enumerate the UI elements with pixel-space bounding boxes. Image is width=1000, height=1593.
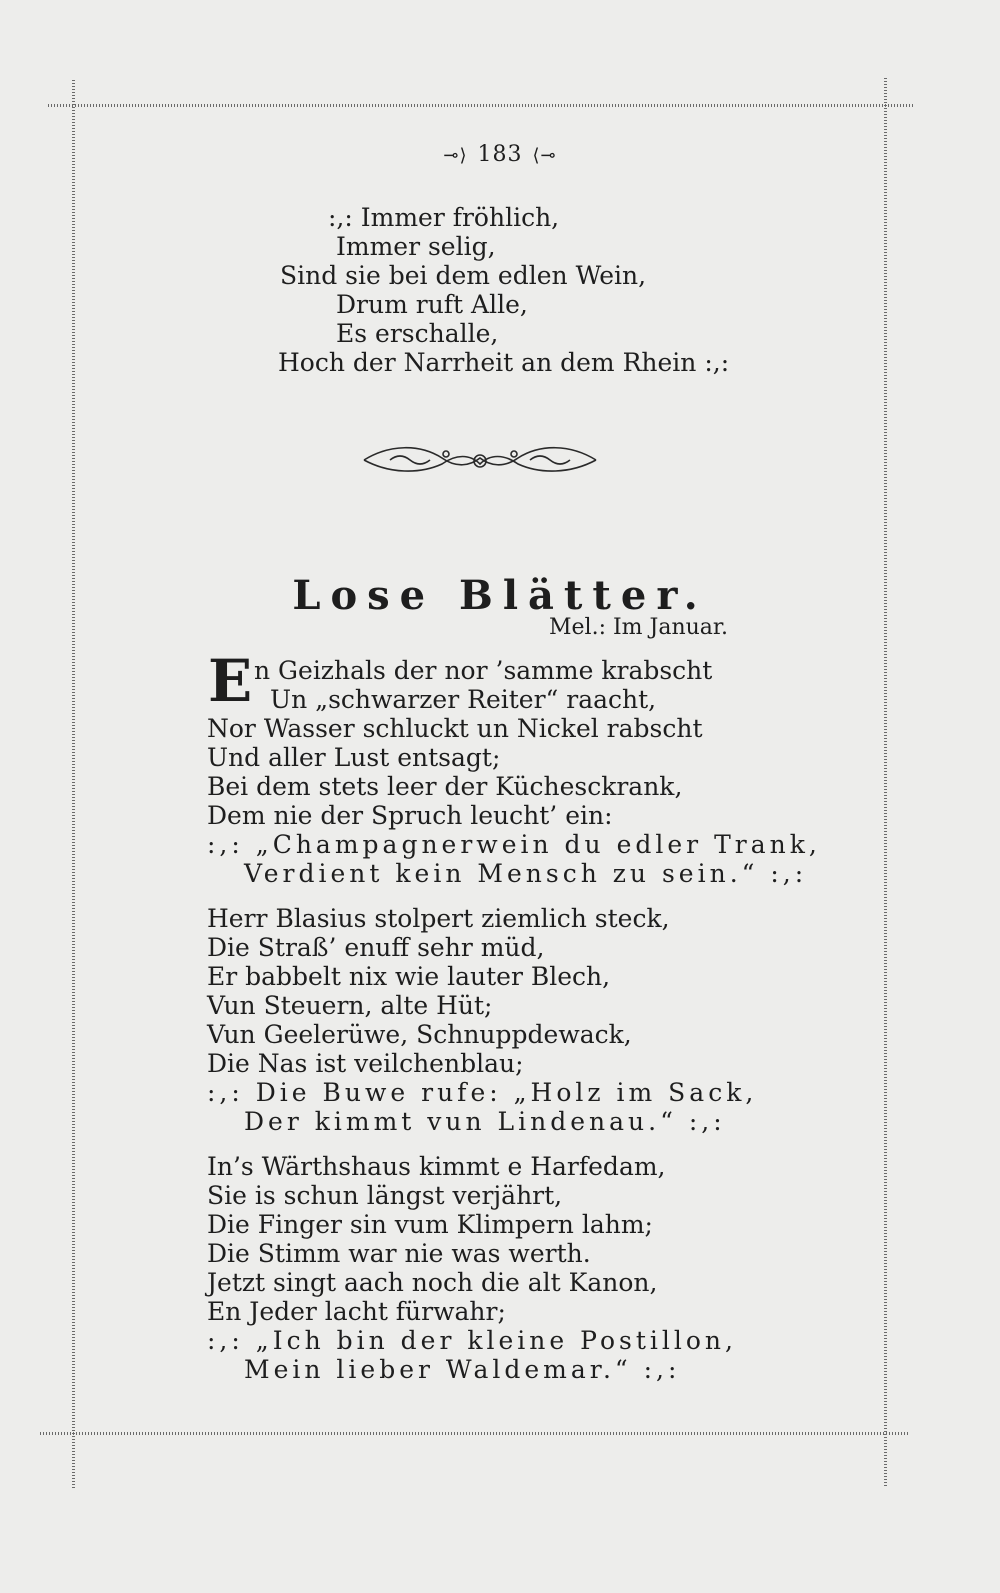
stanza-line: Bei dem stets leer der Küchesckrank, <box>207 772 683 801</box>
stanza-line: Mein lieber Waldemar.“ :,: <box>244 1355 681 1384</box>
stanza-line: :,: „Champagnerwein du edler Trank, <box>207 830 821 859</box>
stanza-line: Un „schwarzer Reiter“ raacht, <box>270 685 657 714</box>
right-border-rule <box>884 78 887 1488</box>
stanza-line: Die Straß’ enuff sehr müd, <box>207 933 545 962</box>
stanza-line: Er babbelt nix wie lauter Blech, <box>207 962 611 991</box>
stanza-line: Die Finger sin vum Klimpern lahm; <box>207 1210 653 1239</box>
stanza-line: Jetzt singt aach noch die alt Kanon, <box>207 1268 658 1297</box>
page-number-header <box>0 142 1000 167</box>
verse-line: Hoch der Narrheit an dem Rhein :,: <box>278 348 730 377</box>
poem-title: Lose Blätter. <box>292 572 708 619</box>
drop-cap: E <box>208 647 253 715</box>
stanza-line: Herr Blasius stolpert ziemlich steck, <box>207 904 670 933</box>
left-border-rule <box>72 80 75 1490</box>
stanza-line: n Geizhals der nor ’samme krabscht <box>254 656 713 685</box>
stanza-line: Der kimmt vun Lindenau.“ :,: <box>244 1107 726 1136</box>
stanza-line: Dem nie der Spruch leucht’ ein: <box>207 801 613 830</box>
ornament-left: ⊸⟩ <box>443 145 468 166</box>
verse-line: Es erschalle, <box>336 319 499 348</box>
stanza-line: Die Stimm war nie was werth. <box>207 1239 591 1268</box>
stanza-line: Sie is schun längst verjährt, <box>207 1181 563 1210</box>
top-border-rule <box>48 104 914 107</box>
stanza-line: In’s Wärthshaus kimmt e Harfedam, <box>207 1152 666 1181</box>
stanza-line: Verdient kein Mensch zu sein.“ :,: <box>244 859 808 888</box>
stanza-line: En Jeder lacht fürwahr; <box>207 1297 506 1326</box>
stanza-line: Und aller Lust entsagt; <box>207 743 501 772</box>
verse-line: :,: Immer fröhlich, <box>328 203 560 232</box>
ornament-right: ⟨⊸ <box>532 145 557 166</box>
decorative-vignette <box>360 440 600 478</box>
verse-line: Immer selig, <box>336 232 496 261</box>
page-number: 183 <box>477 142 523 167</box>
bottom-border-rule <box>40 1432 908 1435</box>
verse-line: Sind sie bei dem edlen Wein, <box>280 261 647 290</box>
stanza-line: :,: „Ich bin der kleine Postillon, <box>207 1326 737 1355</box>
stanza-line: Vun Steuern, alte Hüt; <box>207 991 493 1020</box>
stanza-line: Vun Geelerüwe, Schnuppdewack, <box>207 1020 632 1049</box>
verse-line: Drum ruft Alle, <box>336 290 528 319</box>
melody-note: Mel.: Im Januar. <box>549 615 729 640</box>
stanza-line: Nor Wasser schluckt un Nickel rabscht <box>207 714 703 743</box>
stanza-line: Die Nas ist veilchenblau; <box>207 1049 524 1078</box>
stanza-line: :,: Die Buwe rufe: „Holz im Sack, <box>207 1078 758 1107</box>
